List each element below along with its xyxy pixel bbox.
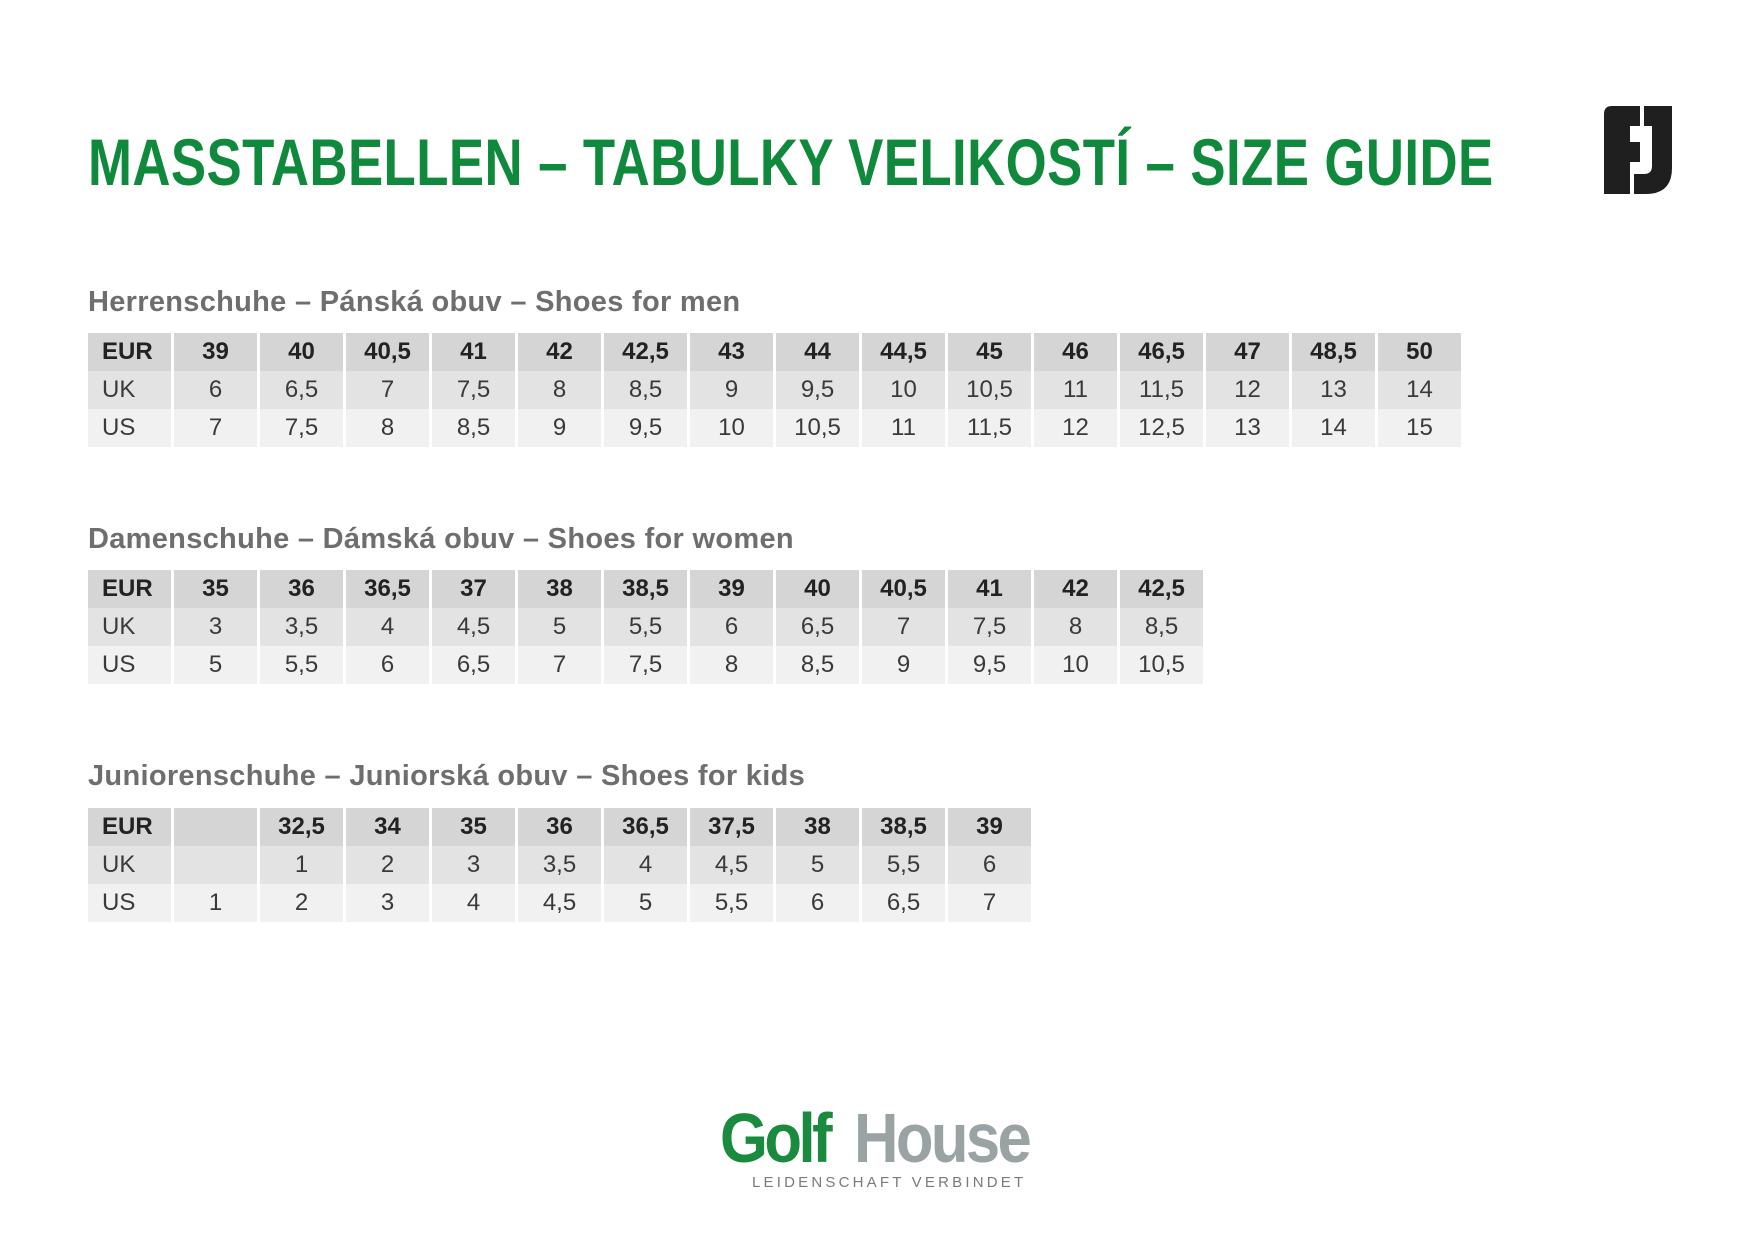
table-cell: 5	[174, 646, 257, 684]
women-section-title: Damenschuhe – Dámská obuv – Shoes for women	[88, 523, 794, 555]
men-size-table	[85, 333, 1464, 447]
table-cell: 7	[174, 409, 257, 447]
table-cell: 37,5	[690, 808, 773, 846]
table-cell: 5,5	[260, 646, 343, 684]
table-cell: 8	[346, 409, 429, 447]
table-cell: 40,5	[346, 333, 429, 371]
table-cell: 7,5	[432, 371, 515, 409]
table-cell: 6	[346, 646, 429, 684]
table-row-eur	[88, 570, 1203, 608]
table-cell: 11	[1034, 371, 1117, 409]
table-cell: 42	[518, 333, 601, 371]
table-cell: 14	[1292, 409, 1375, 447]
golfhouse-logo-house: House	[854, 1099, 1030, 1177]
golfhouse-tagline: LEIDENSCHAFT VERBINDET	[752, 1174, 1027, 1191]
table-cell: 45	[948, 333, 1031, 371]
table-cell: 7,5	[948, 608, 1031, 646]
table-cell: 2	[260, 884, 343, 922]
table-cell: 46	[1034, 333, 1117, 371]
table-cell: 8	[518, 371, 601, 409]
row-label: UK	[88, 371, 171, 409]
table-cell: 6,5	[260, 371, 343, 409]
men-section-title: Herrenschuhe – Pánská obuv – Shoes for men	[88, 286, 741, 318]
table-cell: 48,5	[1292, 333, 1375, 371]
table-cell: 44,5	[862, 333, 945, 371]
row-label: EUR	[88, 570, 171, 608]
table-cell: 9,5	[948, 646, 1031, 684]
table-cell: 5,5	[604, 608, 687, 646]
table-cell: 13	[1206, 409, 1289, 447]
table-cell: 39	[690, 570, 773, 608]
table-cell: 8,5	[1120, 608, 1203, 646]
table-cell: 36	[260, 570, 343, 608]
table-cell: 6,5	[862, 884, 945, 922]
table-cell: 10	[1034, 646, 1117, 684]
table-cell: 5	[518, 608, 601, 646]
footjoy-logo-icon	[1604, 106, 1674, 194]
table-cell: 40,5	[862, 570, 945, 608]
table-cell: 40	[260, 333, 343, 371]
table-cell: 8,5	[604, 371, 687, 409]
table-row-uk	[88, 608, 1203, 646]
table-cell: 44	[776, 333, 859, 371]
row-label: UK	[88, 846, 171, 884]
row-label: EUR	[88, 808, 171, 846]
table-cell: 3,5	[260, 608, 343, 646]
table-cell: 4,5	[690, 846, 773, 884]
table-cell: 9,5	[776, 371, 859, 409]
table-cell: 41	[432, 333, 515, 371]
table-cell: 34	[346, 808, 429, 846]
table-cell: 8	[1034, 608, 1117, 646]
table-cell: 12,5	[1120, 409, 1203, 447]
table-cell: 47	[1206, 333, 1289, 371]
table-cell: 9	[690, 371, 773, 409]
kids-size-table	[85, 808, 1034, 922]
table-cell: 50	[1378, 333, 1461, 371]
table-cell: 36	[518, 808, 601, 846]
table-cell: 12	[1034, 409, 1117, 447]
table-cell: 35	[432, 808, 515, 846]
table-cell: 6,5	[776, 608, 859, 646]
row-label: EUR	[88, 333, 171, 371]
golfhouse-logo-golf: Golf	[720, 1099, 830, 1177]
women-size-table	[85, 570, 1206, 684]
table-cell	[174, 846, 257, 884]
row-label: US	[88, 646, 171, 684]
table-cell: 38,5	[862, 808, 945, 846]
table-cell: 9	[862, 646, 945, 684]
kids-section-title: Juniorenschuhe – Juniorská obuv – Shoes for kids	[88, 760, 806, 792]
row-label: US	[88, 409, 171, 447]
table-cell: 39	[174, 333, 257, 371]
table-row-eur	[88, 808, 1031, 846]
table-cell: 1	[174, 884, 257, 922]
table-row-eur	[88, 333, 1461, 371]
table-cell: 38	[518, 570, 601, 608]
table-cell: 5	[604, 884, 687, 922]
table-cell: 6	[690, 608, 773, 646]
table-cell: 36,5	[346, 570, 429, 608]
table-cell: 10	[862, 371, 945, 409]
table-cell: 5,5	[690, 884, 773, 922]
row-label: US	[88, 884, 171, 922]
table-cell: 1	[260, 846, 343, 884]
table-cell: 39	[948, 808, 1031, 846]
table-cell: 4	[346, 608, 429, 646]
table-cell: 42	[1034, 570, 1117, 608]
table-cell	[174, 808, 257, 846]
table-cell: 11,5	[1120, 371, 1203, 409]
table-cell: 10,5	[1120, 646, 1203, 684]
table-cell: 4,5	[432, 608, 515, 646]
table-cell: 46,5	[1120, 333, 1203, 371]
table-cell: 6	[776, 884, 859, 922]
table-cell: 41	[948, 570, 1031, 608]
table-cell: 40	[776, 570, 859, 608]
table-cell: 6,5	[432, 646, 515, 684]
table-cell: 7	[948, 884, 1031, 922]
table-cell: 36,5	[604, 808, 687, 846]
table-cell: 8	[690, 646, 773, 684]
golfhouse-logo	[720, 1098, 1040, 1198]
table-cell: 35	[174, 570, 257, 608]
table-cell: 3,5	[518, 846, 601, 884]
table-cell: 43	[690, 333, 773, 371]
table-cell: 5,5	[862, 846, 945, 884]
table-cell: 4,5	[518, 884, 601, 922]
table-cell: 3	[432, 846, 515, 884]
table-cell: 4	[604, 846, 687, 884]
table-cell: 13	[1292, 371, 1375, 409]
table-cell: 3	[174, 608, 257, 646]
table-cell: 7,5	[260, 409, 343, 447]
table-cell: 42,5	[1120, 570, 1203, 608]
table-cell: 6	[948, 846, 1031, 884]
table-cell: 38,5	[604, 570, 687, 608]
page-title: MASSTABELLEN – TABULKY VELIKOSTÍ – SIZE GUIDE	[88, 125, 1494, 199]
table-cell: 9,5	[604, 409, 687, 447]
table-cell: 11,5	[948, 409, 1031, 447]
table-row-us	[88, 646, 1203, 684]
table-cell: 7	[346, 371, 429, 409]
table-cell: 10,5	[948, 371, 1031, 409]
table-cell: 14	[1378, 371, 1461, 409]
table-cell: 37	[432, 570, 515, 608]
table-row-uk	[88, 371, 1461, 409]
table-cell: 8,5	[776, 646, 859, 684]
table-cell: 32,5	[260, 808, 343, 846]
table-cell: 11	[862, 409, 945, 447]
table-cell: 5	[776, 846, 859, 884]
table-cell: 7,5	[604, 646, 687, 684]
table-row-us	[88, 884, 1031, 922]
table-cell: 42,5	[604, 333, 687, 371]
table-cell: 7	[518, 646, 601, 684]
table-cell: 15	[1378, 409, 1461, 447]
table-cell: 7	[862, 608, 945, 646]
table-cell: 10,5	[776, 409, 859, 447]
table-cell: 12	[1206, 371, 1289, 409]
table-cell: 3	[346, 884, 429, 922]
table-cell: 4	[432, 884, 515, 922]
table-cell: 9	[518, 409, 601, 447]
table-cell: 6	[174, 371, 257, 409]
table-cell: 10	[690, 409, 773, 447]
table-row-uk	[88, 846, 1031, 884]
table-cell: 38	[776, 808, 859, 846]
table-cell: 2	[346, 846, 429, 884]
table-row-us	[88, 409, 1461, 447]
table-cell: 8,5	[432, 409, 515, 447]
row-label: UK	[88, 608, 171, 646]
